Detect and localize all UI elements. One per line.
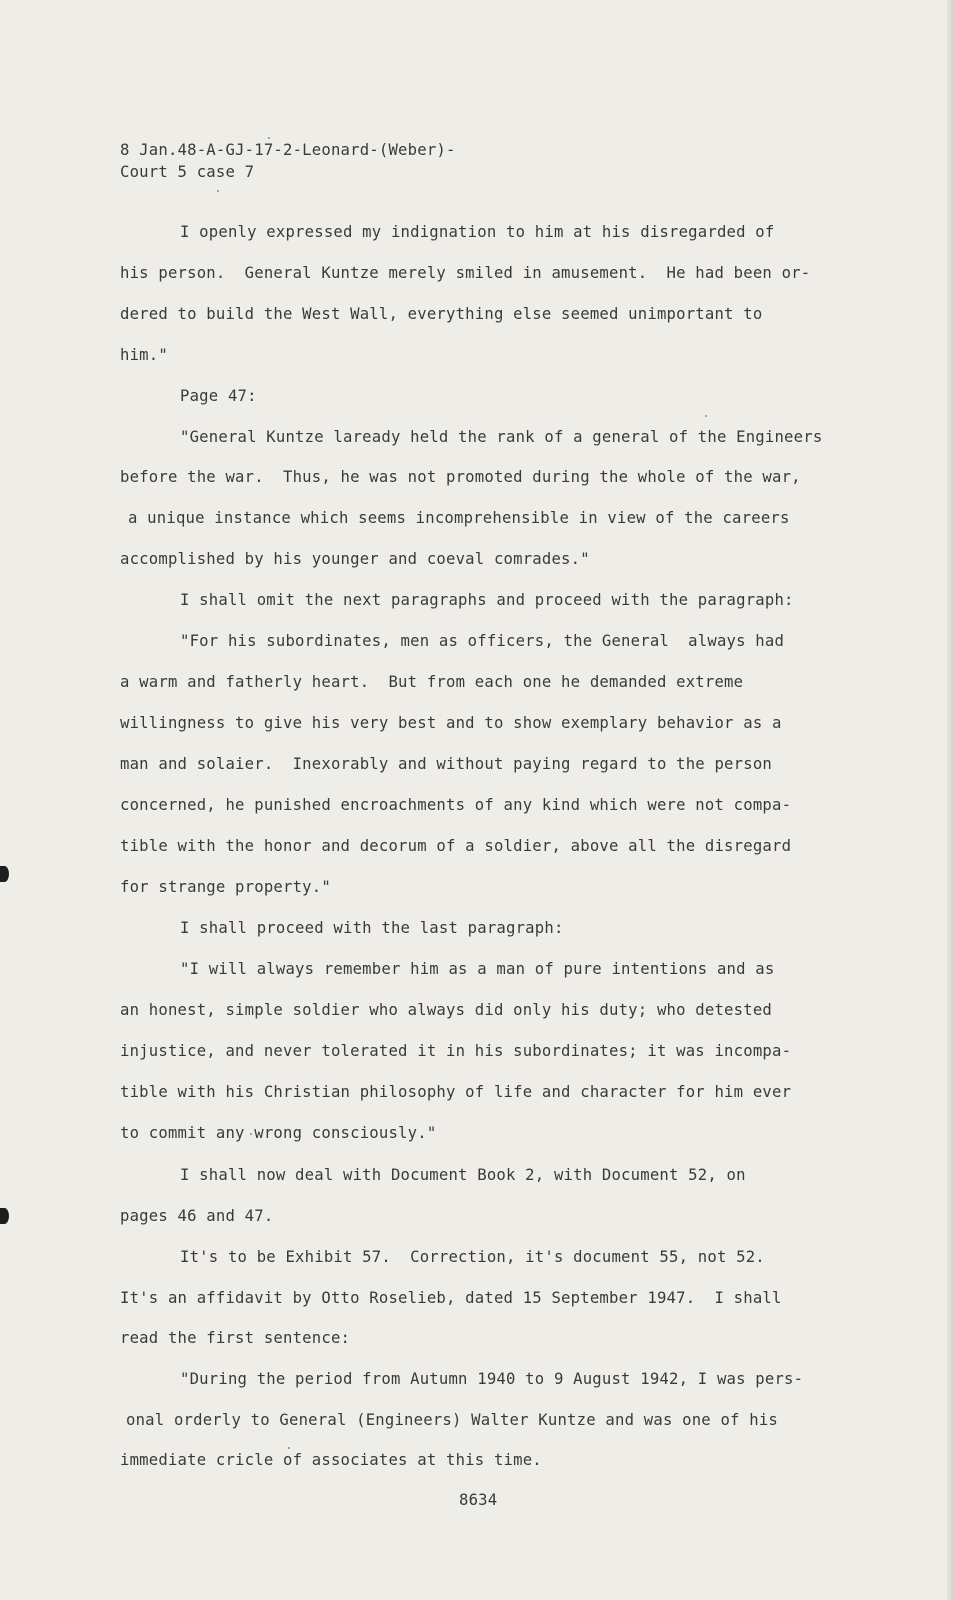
paper-speck xyxy=(217,190,219,192)
paper-speck xyxy=(268,137,270,139)
body-line: Page 47: xyxy=(180,387,257,405)
body-line: tible with his Christian philosophy of life and character for him ever xyxy=(120,1083,792,1101)
body-line: I shall proceed with the last paragraph: xyxy=(180,919,564,937)
body-line: concerned, he punished encroachments of any kind which were not compa- xyxy=(120,796,792,814)
page-edge xyxy=(947,0,953,1600)
body-line: "I will always remember him as a man of pure intentions and as xyxy=(180,960,775,978)
body-line: read the first sentence: xyxy=(120,1329,351,1347)
body-line: I shall now deal with Document Book 2, with Document 52, on xyxy=(180,1166,746,1184)
body-line: accomplished by his younger and coeval comrades." xyxy=(120,550,590,568)
body-line: It's to be Exhibit 57. Correction, it's document 55, not 52. xyxy=(180,1248,765,1266)
body-line: to commit any wrong consciously." xyxy=(120,1124,437,1142)
body-line: "General Kuntze laready held the rank of a general of the Engineers xyxy=(180,428,823,446)
body-line: man and solaier. Inexorably and without paying regard to the person xyxy=(120,755,772,773)
page-number: 8634 xyxy=(459,1491,498,1509)
body-line: onal orderly to General (Engineers) Walter Kuntze and was one of his xyxy=(126,1411,778,1429)
body-line: his person. General Kuntze merely smiled in amusement. He had been or- xyxy=(120,264,811,282)
paper-speck xyxy=(288,1447,290,1449)
body-line: dered to build the West Wall, everything else seemed unimportant to xyxy=(120,305,763,323)
body-line: for strange property." xyxy=(120,878,331,896)
body-line: tible with the honor and decorum of a soldier, above all the disregard xyxy=(120,837,792,855)
header-line-2: Court 5 case 7 xyxy=(120,163,255,181)
body-line: injustice, and never tolerated it in his subordinates; it was incompa- xyxy=(120,1042,792,1060)
body-line: him." xyxy=(120,346,168,364)
body-line: an honest, simple soldier who always did only his duty; who detested xyxy=(120,1001,772,1019)
body-line: before the war. Thus, he was not promoted during the whole of the war, xyxy=(120,468,801,486)
punch-hole-mark xyxy=(0,1208,9,1224)
body-line: "During the period from Autumn 1940 to 9 August 1942, I was pers- xyxy=(180,1370,804,1388)
body-line: It's an affidavit by Otto Roselieb, dated 15 September 1947. I shall xyxy=(120,1289,782,1307)
body-line: immediate cricle of associates at this time. xyxy=(120,1451,542,1469)
body-line: pages 46 and 47. xyxy=(120,1207,274,1225)
body-line: a warm and fatherly heart. But from each one he demanded extreme xyxy=(120,673,744,691)
body-line: willingness to give his very best and to show exemplary behavior as a xyxy=(120,714,782,732)
body-line: "For his subordinates, men as officers, the General always had xyxy=(180,632,785,650)
header-line-1: 8 Jan.48-A-GJ-17-2-Leonard-(Weber)- xyxy=(120,141,456,159)
punch-hole-mark xyxy=(0,866,9,882)
paper-speck xyxy=(705,415,707,417)
body-line: I shall omit the next paragraphs and proceed with the paragraph: xyxy=(180,591,794,609)
body-line: a unique instance which seems incomprehensible in view of the careers xyxy=(128,509,790,527)
body-line: I openly expressed my indignation to him at his disregarded of xyxy=(180,223,775,241)
